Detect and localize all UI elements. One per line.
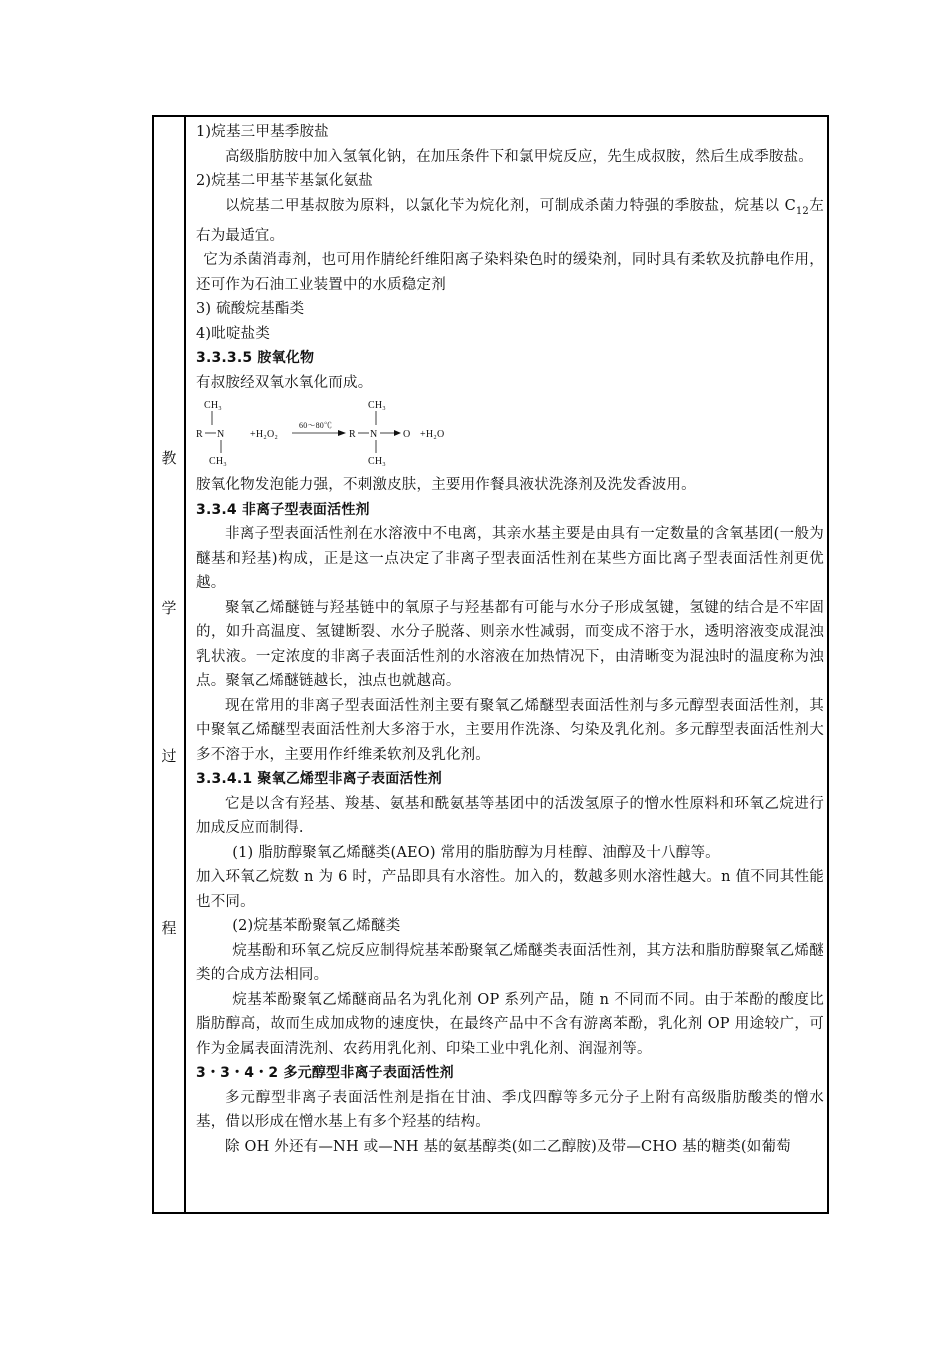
formula-r: R: [349, 429, 356, 441]
list-item: 2)烷基二甲基苄基氯化氨盐: [196, 173, 373, 189]
formula-r: R: [196, 429, 203, 441]
content-cell: [196, 120, 824, 1159]
paragraph: 除 OH 外还有—NH 或—NH 基的氨基醇类(如二乙醇胺)及带—CHO 基的糖类(如葡萄: [225, 1138, 791, 1155]
formula-reagent: +H₂O₂: [250, 429, 279, 441]
formula-product: +H₂O: [420, 429, 445, 441]
paragraph: 现在常用的非离子型表面活性剂主要有聚氧乙烯醚型表面活性剂与多元醇型表面活性剂，其中聚氧乙烯醚型表面活性剂大多溶于水，主要用作洗涤、匀染及乳化剂。多元醇型表面活性剂大多不溶于水，主要用作纤维柔软剂及乳化剂。: [196, 697, 824, 763]
formula-o: O: [403, 429, 411, 441]
paragraph: 它是以含有羟基、羧基、氨基和酰氨基等基团中的活泼氢原子的憎水性原料和环氧乙烷进行加成反应而制得.: [196, 795, 824, 837]
paragraph: 它为杀菌消毒剂，也可用作腈纶纤维阳离子染料染色时的缓染剂，同时具有柔软及抗静电作用，还可作为石油工业装置中的水质稳定剂: [196, 252, 824, 293]
section-heading: 3.3.4.1 聚氧乙烯型非离子表面活性剂: [196, 771, 442, 788]
paragraph: 多元醇型非离子表面活性剂是指在甘油、季戊四醇等多元分子上附有高级脂肪酸类的憎水基，借以形成在憎水基上有多个羟基的结构。: [196, 1089, 824, 1131]
list-item: 1)烷基三甲基季胺盐: [196, 124, 329, 140]
side-label-column: [154, 117, 186, 1212]
section-heading: 3.3.3.5 胺氧化物: [196, 350, 315, 367]
paragraph: 聚氧乙烯醚链与羟基链中的氧原子与羟基都有可能与水分子形成氢键，氢键的结合是不牢固的，如升高温度、氢键断裂、水分子脱落、则亲水性减弱，而变成不溶于水，透明溶液变成混浊乳状液。一定浓度的非离子表面活性剂的水溶液在加热情况下，由清晰变为混浊时的温度称为浊点。聚氧乙烯醚链越长，浊点也就越高。: [196, 599, 824, 690]
formula-condition: 60～80℃: [299, 421, 333, 431]
paragraph: 非离子型表面活性剂在水溶液中不电离，其亲水基主要是由具有一定数量的含氧基团(一般为醚基和羟基)构成，正是这一点决定了非离子型表面活性剂在某些方面比离子型表面活性剂更优越。: [196, 526, 824, 592]
paragraph-text: 以烷基二甲基叔胺为原料，以氯化苄为烷化剂，可制成杀菌力特强的季胺盐，烷基以 C: [225, 197, 796, 214]
list-item: (2)烷基苯酚聚氧乙烯醚类: [232, 918, 401, 935]
section-heading: 3.3.4 非离子型表面活性剂: [196, 501, 370, 518]
paragraph: 胺氧化物发泡能力强，不刺激皮肤，主要用作餐具液状洗涤剂及洗发香波用。: [196, 477, 696, 494]
side-label-char: 过: [161, 747, 177, 765]
paragraph: 高级脂肪胺中加入氢氧化钠，在加压条件下和氯甲烷反应，先生成叔胺，然后生成季胺盐。: [225, 148, 813, 165]
paragraph-text: 左右为最适宜。: [196, 197, 824, 244]
paragraph: 加入环氧乙烷数 n 为 6 时，产品即具有水溶性。加入的，数越多则水溶性越大。n 值不同其性能也不同。: [196, 869, 824, 910]
formula-n: N: [217, 429, 225, 441]
lesson-table: [152, 115, 829, 1214]
formula-ch3: CH₃: [209, 456, 227, 468]
formula-ch3: CH₃: [368, 400, 386, 412]
paragraph: [196, 194, 824, 249]
paragraph: 烷基苯酚聚氧乙烯醚商品名为乳化剂 OP 系列产品，随 n 不同而不同。由于苯酚的酸度比脂肪醇高，故而生成加成物的速度快，在最终产品中不含有游离苯酚，乳化剂 OP 用途较广，可作为金属表面清洗剂、农药用乳化剂、印染工业中乳化剂、润湿剂等。: [196, 991, 824, 1057]
paragraph: 烷基酚和环氧乙烷反应制得烷基苯酚聚氧乙烯醚类表面活性剂，其方法和脂肪醇聚氧乙烯醚类的合成方法相同。: [196, 942, 824, 984]
reaction-formula: [196, 397, 824, 471]
side-label-char: 教: [161, 449, 177, 467]
list-item: (1) 脂肪醇聚氧乙烯醚类(AEO) 常用的脂肪醇为月桂醇、油醇及十八醇等。: [232, 844, 720, 861]
formula-n: N: [370, 429, 378, 441]
side-label-char: 学: [161, 599, 177, 617]
subscript: 12: [795, 205, 809, 217]
paragraph: 有叔胺经双氧水氧化而成。: [196, 374, 373, 391]
list-item: 4)吡啶盐类: [196, 325, 271, 342]
side-label-char: 程: [161, 919, 177, 937]
list-item: 3) 硫酸烷基酯类: [196, 301, 305, 318]
formula-ch3: CH₃: [204, 400, 222, 412]
section-heading: 3・3・4・2 多元醇型非离子表面活性剂: [196, 1065, 454, 1082]
formula-ch3: CH₃: [368, 456, 386, 468]
